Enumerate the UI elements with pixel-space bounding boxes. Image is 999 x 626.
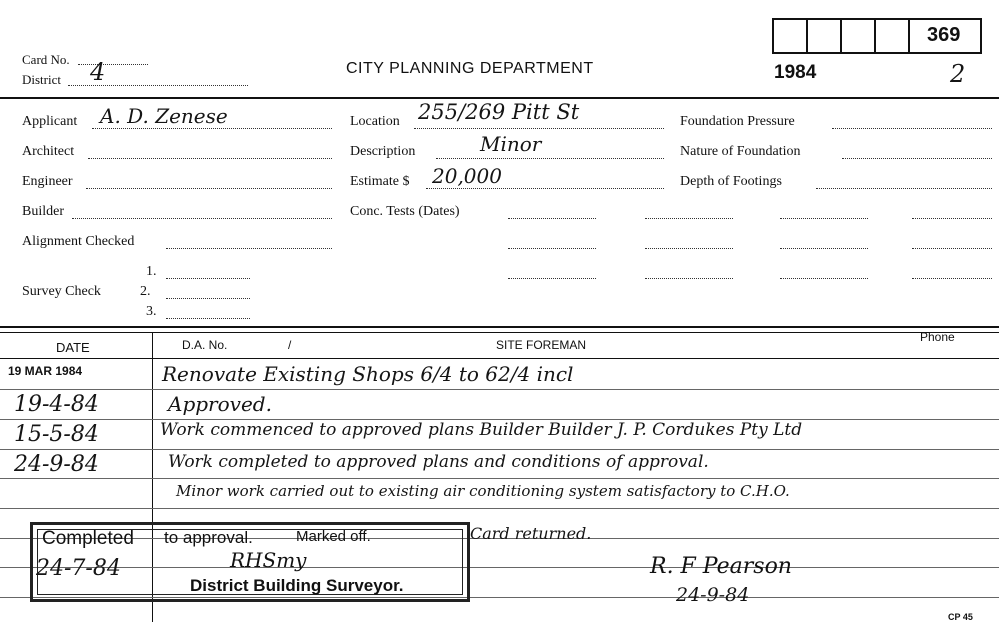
conc-tests-line: [912, 278, 992, 279]
engineer-line: [86, 188, 332, 189]
builder-line: [72, 218, 332, 219]
log-top-rule: [0, 326, 999, 328]
header-rule: [0, 97, 999, 99]
stamp-surveyor: District Building Surveyor.: [190, 576, 404, 595]
date-header: DATE: [56, 340, 90, 355]
district-label: District: [22, 72, 61, 87]
stamp-completed: Completed: [42, 528, 134, 549]
conc-tests-line: [508, 218, 596, 219]
conc-tests-line: [780, 278, 868, 279]
nature-foundation-line: [842, 158, 992, 159]
applicant-label: Applicant: [22, 114, 78, 129]
phone-header: Phone: [920, 330, 955, 344]
da-no-header: D.A. No.: [182, 338, 228, 352]
card-no-label: Card No.: [22, 52, 70, 67]
number-box: [772, 18, 808, 54]
description-line: [436, 158, 664, 159]
surveyor-signature: RHSmy: [230, 548, 307, 572]
applicant-value: A. D. Zenese: [100, 104, 228, 128]
number-box: [840, 18, 876, 54]
da-no-slash: /: [288, 338, 292, 352]
log-text: Work commenced to approved plans Builder Builder J. P. Cordukes Pty Ltd: [160, 420, 803, 440]
alignment-line: [166, 248, 332, 249]
nature-foundation-label: Nature of Foundation: [680, 144, 801, 159]
log-date: 15-5-84: [14, 422, 99, 447]
survey-check-label: Survey Check: [22, 284, 101, 299]
applicant-line: [92, 128, 332, 129]
depth-footings-line: [816, 188, 992, 189]
engineer-label: Engineer: [22, 174, 73, 189]
description-label: Description: [350, 144, 416, 159]
log-date: 24-9-84: [14, 452, 99, 477]
survey-2-line: [166, 298, 250, 299]
log-top-rule-2: [0, 332, 999, 333]
log-date: 19-4-84: [14, 392, 99, 417]
conc-tests-line: [645, 248, 733, 249]
conc-tests-line: [780, 248, 868, 249]
location-line: [414, 128, 664, 129]
architect-line: [88, 158, 332, 159]
log-row-line: [0, 449, 999, 450]
inspector-signature: R. F Pearson: [650, 554, 792, 579]
stamp-to-approval: to approval.: [164, 528, 253, 547]
card-number: 369: [927, 24, 961, 46]
district-value: 4: [90, 58, 106, 86]
log-text: Approved.: [168, 392, 272, 416]
architect-label: Architect: [22, 144, 75, 159]
stamp-date: 24-7-84: [36, 556, 121, 581]
card-number-boxes: [772, 18, 982, 54]
department-title: CITY PLANNING DEPARTMENT: [346, 60, 594, 77]
builder-label: Builder: [22, 204, 64, 219]
alignment-label: Alignment Checked: [22, 234, 135, 249]
survey-2: 2.: [140, 284, 151, 299]
estimate-line: [426, 188, 664, 189]
survey-1-line: [166, 278, 250, 279]
location-value: 255/269 Pitt St: [418, 100, 580, 124]
log-text: Renovate Existing Shops 6/4 to 62/4 incl: [162, 362, 574, 386]
conc-tests-label: Conc. Tests (Dates): [350, 204, 460, 219]
log-date: 19 MAR 1984: [8, 364, 83, 378]
estimate-value: 20,000: [432, 164, 502, 188]
foundation-pressure-label: Foundation Pressure: [680, 114, 795, 129]
log-row-line: [0, 508, 999, 509]
survey-1: 1.: [146, 264, 157, 279]
depth-footings-label: Depth of Footings: [680, 174, 782, 189]
log-row-line: [0, 478, 999, 479]
location-label: Location: [350, 114, 400, 129]
stamp-marked: Marked off.: [296, 528, 371, 545]
foundation-pressure-line: [832, 128, 992, 129]
description-value: Minor: [480, 132, 542, 156]
conc-tests-line: [912, 218, 992, 219]
log-text: Work completed to approved plans and conditions of approval.: [168, 452, 709, 472]
number-box: [874, 18, 910, 54]
site-foreman-header: SITE FOREMAN: [496, 338, 587, 352]
conc-tests-line: [508, 248, 596, 249]
number-box: [806, 18, 842, 54]
estimate-label: Estimate $: [350, 174, 410, 189]
survey-3-line: [166, 318, 250, 319]
log-header-rule: [0, 358, 999, 359]
card-no-line: [78, 64, 148, 65]
log-row-line: [0, 389, 999, 390]
inspector-date: 24-9-84: [676, 584, 750, 606]
year: 1984: [774, 62, 817, 83]
conc-tests-line: [645, 278, 733, 279]
survey-3: 3.: [146, 304, 157, 319]
conc-tests-line: [508, 278, 596, 279]
log-text: Card returned.: [470, 524, 592, 543]
conc-tests-line: [645, 218, 733, 219]
log-text: Minor work carried out to existing air conditioning system satisfactory to C.H.O.: [176, 482, 790, 500]
conc-tests-line: [780, 218, 868, 219]
card-sub-number: 2: [950, 60, 966, 88]
form-code: CP 45: [948, 612, 973, 622]
conc-tests-line: [912, 248, 992, 249]
